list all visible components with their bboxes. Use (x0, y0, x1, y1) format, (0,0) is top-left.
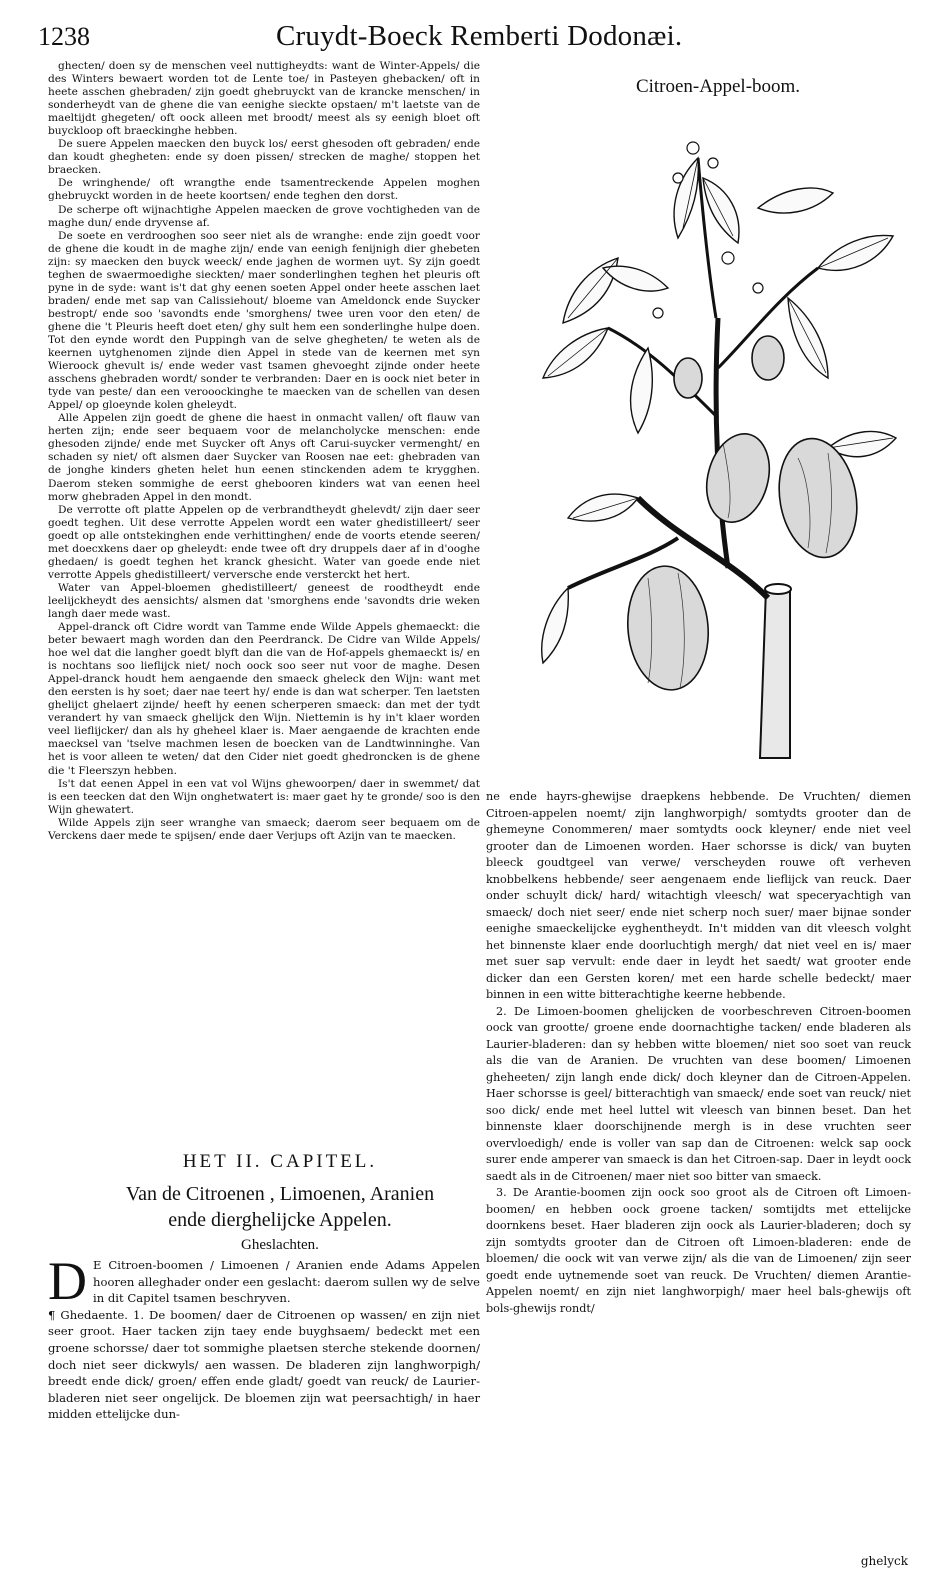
paragraph: Water van Appel-bloemen ghedistilleert/ geneest de roodtheydt ende leelijckheydt des aensichts/ alsmen dat 'smorghens ende 'savondts drie weken langh daer mede wast. (48, 581, 480, 620)
chapter-title (70, 1181, 490, 1233)
drop-capital: D (48, 1251, 87, 1311)
left-column-text (48, 60, 480, 1135)
citron-branch-illustration (528, 118, 908, 778)
paragraph: De wringhende/ oft wrangthe ende tsamentreckende Appelen moghen ghebruyckt worden in de heete koortsen/ ende teghen den dorst. (48, 177, 480, 203)
paragraph: Appel-dranck oft Cidre wordt van Tamme ende Wilde Appels ghemaeckt: die beter bewaert magh worden dan den Peerdranck. De Cidre van Wilde Appels/ hoe wel dat die langher goedt blyft dan die van de Hof-appels ghemaeckt is/ en is nochtans soo lieflijck niet/ noch oock soo seer nut voor de maghe. Desen Appel-dranck houdt hem aengaende den smaeck gheleck den Wijn: want met den eersten is hy soet; daer nae teert hy/ ende is dan wat scherper. Ten laetsten ghelijct ghelaert zijnde/ heeft hy eenen scherperen smaeck: dan met der tydt verandert hy van smaeck ghelijck den Wijn. Niettemin is hy in't klaer worden veel lieflijcker/ dan als hy gheheel klaer is. Maer aengaende de krachten ende maecksel van 'tselve machmen lesen de boecken van de Landtwinninghe. Van het is voor alleen te weten/ dat den Cider niet goedt ghedroncken is de ghene die 't Fleerszyn hebben. (48, 621, 480, 777)
paragraph: De soete en verdrooghen soo seer niet als de wranghe: ende zijn goedt voor de ghene die koudt in de maghe zijn/ ende van eenigh fenijnigh dier ghebeten zijn: sy maecken den buyck weeck/ ende jaghen de wormen uyt. Sy zijn goedt teghen de swaermoedighe sieckten/ maer sonderlinghen teghen het pleuris oft pyne in de syde: want is't dat ghy eenen soeten Appel onder heete asschen laet braden/ ende met sap van Calissiehout/ bloeme van Ameldonck ende Suycker bestropt/ ende soo 'savondts ende 'smorghens/ twee uren voor den eten/ de ghene die 't Pleuris heeft doet eten/ ghy sult hem een sonderlinghe hulpe doen. Tot den eynde wordt den Puppingh van de selve ghegheten/ te weten als de keernen uytghenomen zijnde dien Appel in stede van de keernen met syn Wieroock ghevult is/ ende weder vast tsamen ghevoeght zijnde onder heete asschens ghebraden wordt/ sonder te verbranden: Daer en is oock niet beter in tyde van peste/ dan een verooockinghe te maecken van de schellen van desen Appel/ op gloeynde kolen gheleydt. (48, 229, 480, 412)
chapter-title-line: Van de Citroenen , Limoenen, Aranien (125, 1183, 435, 1205)
page-number: 1238 (38, 22, 90, 51)
paragraph: 2. De Limoen-boomen ghelijcken de voorbeschreven Citroen-boomen oock van grootte/ groene ende doornachtighe tacken/ ende bladeren als Laurier-bladeren: dan sy hebben witte bloemen/ niet soo soet van reuck als die van de Aranien. De vruchten van dese boomen/ Limoenen gheheeten/ zijn langh ende dick/ doch kleyner dan de Citroen-Appelen. Haer schorsse is geel/ bitterachtigh van smaeck/ ende soet van reuck/ niet soo dick/ ende met heel luttel wit vleesch van binnen beset. Dan het binnenste klaer doorschijnende mergh is in dese vruchten seer overvloedigh/ ende is voller van sap dan de Citroenen: welck sap oock surer ende amperer van smaeck is dan het Citroen-sap. Daer in leydt oock saedt als in de Citroenen/ maer niet soo bitter van smaeck. (486, 1004, 911, 1183)
paragraph: De scherpe oft wijnachtighe Appelen maecken de grove vochtigheden van de maghe dun/ ende dryvense af. (48, 203, 480, 229)
paragraph: Wilde Appels zijn seer wranghe van smaeck; daerom seer bequaem om de Verckens daer mede te spijsen/ ende daer Verjups oft Azijn van te maecken. (48, 816, 480, 842)
paragraph: Is't dat eenen Appel in een vat vol Wijns ghewoorpen/ daer in swemmet/ dat is een teecken dat den Wijn onghetwatert is: maer gaet hy te gronde/ soo is den Wijn ghewatert. (48, 777, 480, 816)
chapter-text-left (48, 1251, 480, 1557)
page-header (38, 18, 920, 54)
paragraph: ¶ Ghedaente. 1. De boomen/ daer de Citroenen op wassen/ en zijn niet seer groot. Haer tacken zijn taey ende buyghsaem/ bedeckt met een groene schorsse/ daer tot sommighe plaetsen sterche stekende doornen/ doch niet seer dickwyls/ aen wassen. De bladeren zijn langhworpigh/ breedt ende dick/ groen/ effen ende gladt/ goedt van reuck/ de Laurier-bladeren niet seer ongelijck. De bloemen zijn wat peersachtigh/ in haer midden ettelijcke dun- (48, 1307, 480, 1422)
paragraph: De suere Appelen maecken den buyck los/ eerst ghesoden oft gebraden/ ende dan koudt ghegheten: ende sy doen pissen/ strecken de maghe/ stoppen het braecken. (48, 138, 480, 177)
paragraph: ne ende hayrs-ghewijse draepkens hebbende. De Vruchten/ diemen Citroen-appelen noemt/ zijn langhworpigh/ somtydts grooter dan de ghemeyne Conommeren/ maer somtydts oock kleyner/ ende niet veel grooter dan de Limoenen worden. Haer schorsse is dick/ van buyten bleeck goudtgeel van verwe/ verscheyden rouwe oft verheven knobbelkens hebbende/ seer aengenaem ende lieflijck van reuck. Daer onder schuylt dick/ hard/ witachtigh vleesch/ wat speceryachtigh van smaeck/ doch niet seer/ ende niet scherp noch suer/ maer bijnae sonder eenighe smaeckelijcke eyghentheydt. In't midden van dit vleesch volght het binnenste klaer ende doorluchtigh mergh/ dat niet veel en is/ maer met suer sap vervult: ende daer in leydt het saedt/ wat grooter ende dicker dan een Gersten koren/ met een harde schelle bedeckt/ maer binnen in een witte bitterachtighe keerne hebbende. (486, 790, 911, 1001)
paragraph: 3. De Arantie-boomen zijn oock soo groot als de Citroen oft Limoen-boomen/ en hebben oock groene tacken/ somtijdts met ettelijcke doornkens beset. Haer bladeren zijn oock als Laurier-bladeren; doch sy zijn somtydts grooter dan de Citroen oft Limoen-bladeren: ende de bloemen/ die oock wit van verwe zijn/ als die van de Limoenen/ zijn seer goedt ende uytnemende soet van reuck. De Vruchten/ diemen Arantie-Appelen noemt/ en zijn niet langhworpigh/ maer heel bals-ghewijs oft bols-ghewijs rondt/ (486, 1186, 911, 1315)
paragraph: De verrotte oft platte Appelen op de verbrandtheydt ghelevdt/ zijn daer seer goedt teghen. Uit dese verrotte Appelen wordt een water ghedistilleert/ seer goedt op alle ontstekinghen ende verhittinghen/ ende de voorts etende seeren/ met doecxkens daer op gheleydt: ende twee oft dry druppels daer af in d'ooghe ghedaen/ is goedt teghen het kranck ghesicht. Water van goede ende niet verrotte Appels ghedistilleert/ verversche ende versterckt het hert. (48, 503, 480, 581)
paragraph: ghecten/ doen sy de menschen veel nuttigheydts: want de Winter-Appels/ die des Winters bewaert worden tot de Lente toe/ in Pasteyen ghebacken/ oft in heete asschen ghebraden/ zijn goedt ghebruyckt van de krancke menschen/ in sonderheydt van de ghene die van eenighe sieckte opstaen/ m't laetste van de maeltijdt ghegeten/ oft oock alleen met broodt/ meest als sy eenigh bloet oft buyckloop oft braeckinghe hebben. (48, 60, 480, 138)
chapter-title-line: ende dierghelijcke Appelen. (168, 1209, 392, 1231)
chapter-text-right (486, 789, 911, 1554)
paragraph: Alle Appelen zijn goedt de ghene die haest in onmacht vallen/ oft flauw van herten zijn; ende seer bequaem voor de melancholycke menschen: ende ghesoden zijnde/ ende met Suycker oft Anys oft Carui-suycker vermenght/ en schaden sy niet/ oft alsmen daer Suycker van Roosen nae eet: ghebraden van de jonghe kinders gheten helet hun eenen stinckenden adem te krygghen. Daerom steken sommighe de eerst ghebooren kinders wat van eenen heel morw ghebraden Appel in den mondt. (48, 412, 480, 503)
chapter-heading: HET II. CAPITEL. (182, 1151, 378, 1172)
section-label: Gheslachten. (241, 1237, 319, 1253)
figure-caption: Citroen-Appel-boom. (635, 76, 801, 97)
catchword: ghelyck (860, 1554, 908, 1568)
citron-tree-figure (528, 68, 908, 780)
paragraph: E Citroen-boomen / Limoenen / Aranien ende Adams Appelen hooren alleghader onder een geslacht: daerom sullen wy de selve in dit Capitel tsamen beschryven. (93, 1258, 480, 1306)
running-title: Cruydt-Boeck Remberti Dodonæi. (276, 20, 683, 52)
